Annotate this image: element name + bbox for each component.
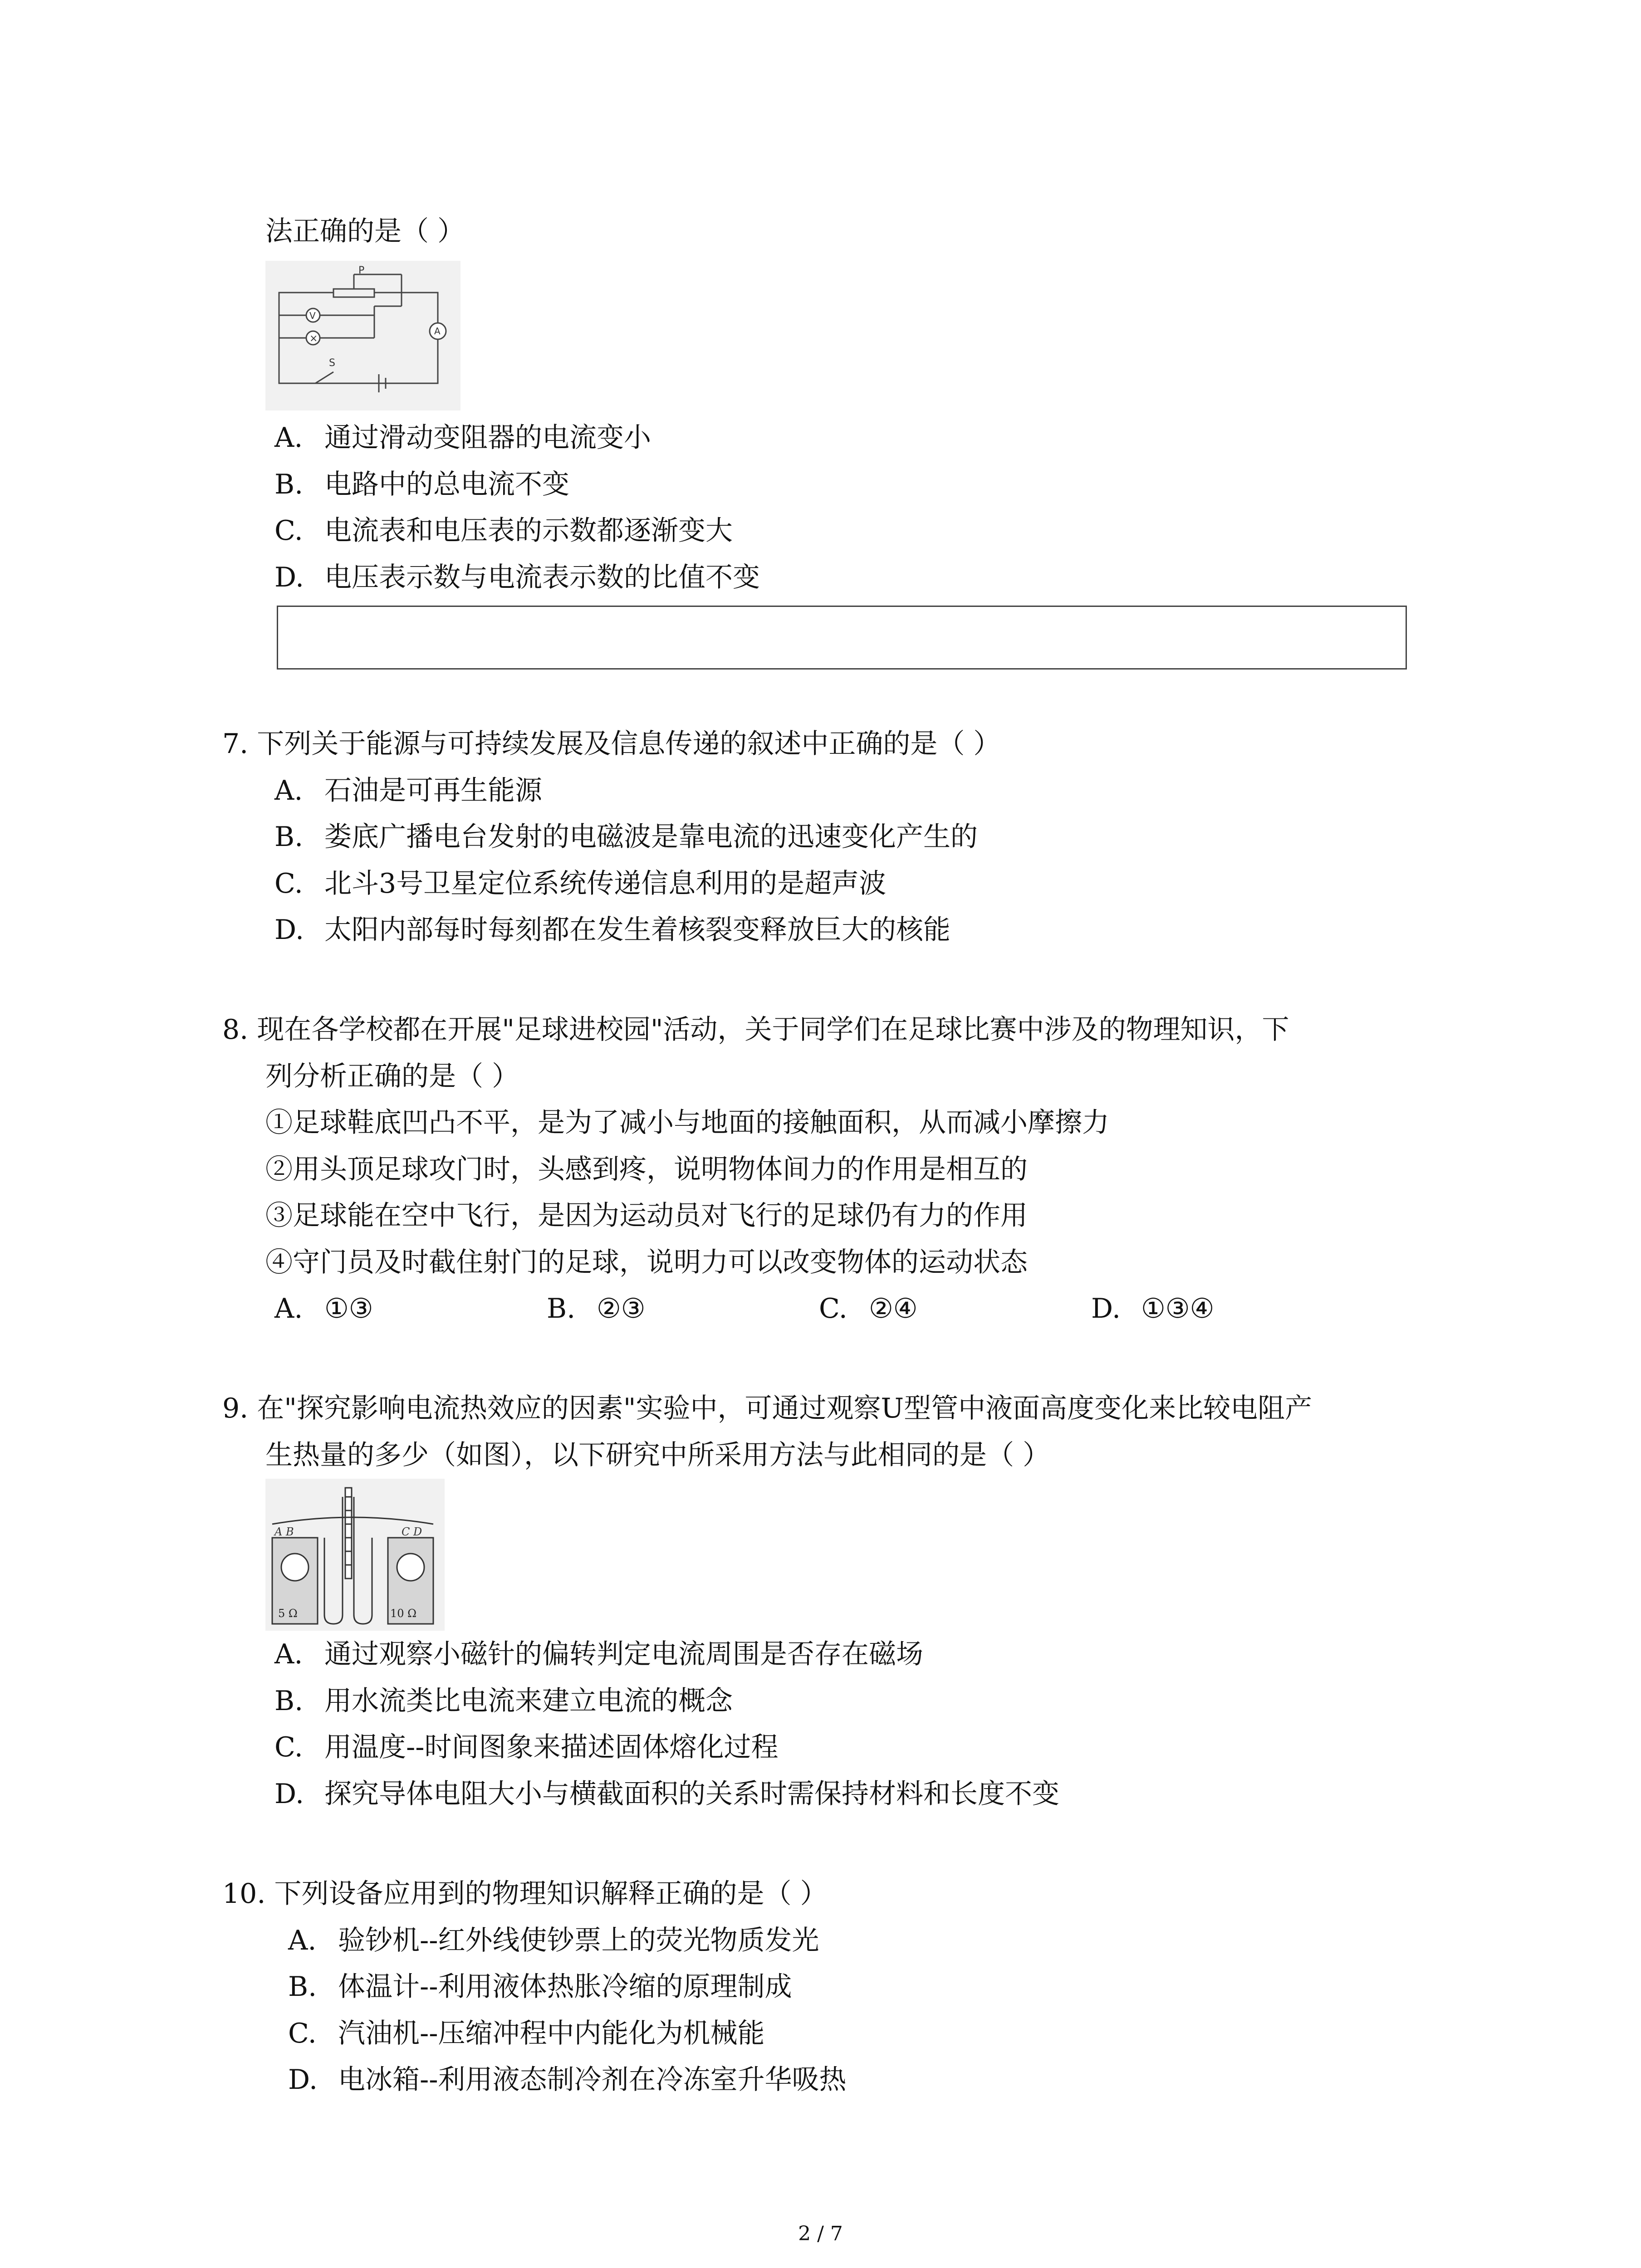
- q7-option-a: A. 石油是可再生能源: [274, 775, 542, 807]
- lamp-label: ×: [309, 333, 318, 344]
- q10-stem: 10. 下列设备应用到的物理知识解释正确的是（ ）: [222, 1878, 828, 1910]
- q9-stem-line1: 9. 在"探究影响电流热效应的因素"实验中，可通过观察U型管中液面高度变化来比较电阻产: [222, 1393, 1313, 1424]
- q7-option-b: B. 娄底广播电台发射的电磁波是靠电流的迅速变化产生的: [274, 821, 978, 853]
- rheostat-p-label: P: [358, 265, 365, 276]
- q6-option-c: C. 电流表和电压表的示数都逐渐变大: [274, 515, 733, 547]
- page-number: 2 / 7: [798, 2222, 843, 2245]
- q9-stem-line2: 生热量的多少（如图），以下研究中所采用方法与此相同的是（ ）: [265, 1439, 1050, 1471]
- q6-option-a: A. 通过滑动变阻器的电流变小: [274, 422, 651, 454]
- q8-choice-d: D. ①③④: [1091, 1293, 1215, 1325]
- circuit-diagram-figure: [265, 261, 460, 411]
- q10-option-c: C. 汽油机--压缩冲程中内能化为机械能: [288, 2018, 765, 2049]
- q8-statement-1: ①足球鞋底凹凸不平，是为了减小与地面的接触面积，从而减小摩擦力: [265, 1107, 1109, 1139]
- voltmeter-label: V: [309, 310, 316, 321]
- resistor-5-label: 5 Ω: [278, 1607, 298, 1620]
- q10-option-b: B. 体温计--利用液体热胀冷缩的原理制成: [288, 1971, 792, 2003]
- q6-option-b: B. 电路中的总电流不变: [274, 469, 569, 500]
- q7-option-c: C. 北斗3号卫星定位系统传递信息利用的是超声波: [274, 868, 887, 899]
- q7-stem: 7. 下列关于能源与可持续发展及信息传递的叙述中正确的是（ ）: [222, 728, 1001, 760]
- q8-choice-a: A. ①③: [274, 1293, 373, 1325]
- q7-option-d: D. 太阳内部每时每刻都在发生着核裂变释放巨大的核能: [274, 914, 950, 946]
- q9-option-b: B. 用水流类比电流来建立电流的概念: [274, 1685, 733, 1717]
- q8-stem-line2: 列分析正确的是（ ）: [265, 1061, 519, 1092]
- u-tube-experiment-svg: [265, 1479, 445, 1631]
- q8-choice-b: B. ②③: [547, 1293, 646, 1325]
- circuit-diagram-svg: [265, 261, 460, 411]
- label-cd: C D: [402, 1525, 422, 1538]
- q6-stem-tail: 法正确的是（ ）: [265, 215, 465, 247]
- q9-option-d: D. 探究导体电阻大小与横截面积的关系时需保持材料和长度不变: [274, 1778, 1059, 1810]
- q9-option-c: C. 用温度--时间图象来描述固体熔化过程: [274, 1731, 779, 1763]
- label-ab: A B: [274, 1525, 294, 1538]
- answer-box[interactable]: [277, 606, 1407, 670]
- q8-statement-4: ④守门员及时截住射门的足球，说明力可以改变物体的运动状态: [265, 1246, 1028, 1278]
- switch-s-label: S: [329, 357, 335, 369]
- q8-choice-c: C. ②④: [819, 1293, 918, 1325]
- resistor-10-label: 10 Ω: [390, 1607, 417, 1620]
- ammeter-label: A: [434, 326, 441, 337]
- q8-statement-2: ②用头顶足球攻门时，头感到疼，说明物体间力的作用是相互的: [265, 1154, 1028, 1185]
- q6-option-d: D. 电压表示数与电流表示数的比值不变: [274, 562, 760, 593]
- q8-statement-3: ③足球能在空中飞行，是因为运动员对飞行的足球仍有力的作用: [265, 1200, 1028, 1232]
- q10-option-d: D. 电冰箱--利用液态制冷剂在冷冻室升华吸热: [288, 2064, 847, 2096]
- q8-stem-line1: 8. 现在各学校都在开展"足球进校园"活动，关于同学们在足球比赛中涉及的物理知识，下: [222, 1014, 1289, 1046]
- q9-option-a: A. 通过观察小磁针的偏转判定电流周围是否存在磁场: [274, 1638, 923, 1670]
- u-tube-experiment-figure: [265, 1479, 445, 1631]
- q10-option-a: A. 验钞机--红外线使钞票上的荧光物质发光: [288, 1925, 819, 1956]
